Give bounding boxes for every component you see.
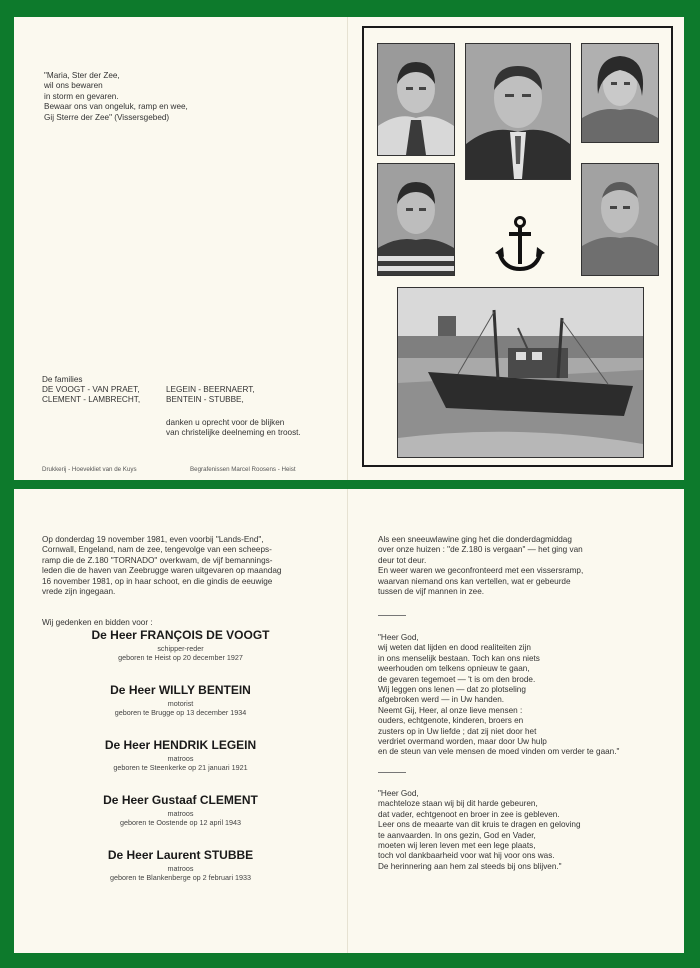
deceased-name: De Heer HENDRIK LEGEIN <box>104 738 257 752</box>
prayer-of-remembrance: "Heer God, machteloze staan wij bij dit harde gebeuren, dat vader, echtgenoot en broer in zee is gebleven. Leer ons de meaarte van dit kruis te dragen en geloving te aanvaarden. In ons gezin, God en Vader, moeten wij leren leven met een lege plaats, toch vol dankbaarheid voor wat hij voor ons was. De herinnering aan hem zal steeds bij ons blijven." <box>378 789 581 871</box>
deceased-birth: geboren te Steenkerke op 21 januari 1921 <box>113 763 248 772</box>
families-column-2: LEGEIN - BEERNAERT, BENTEIN - STUBBE, <box>166 385 255 405</box>
trawler-photo <box>397 287 644 458</box>
portrait-photo <box>377 163 455 276</box>
printer-credit: Drukkerij - Hoevekliet van de Kuys <box>42 466 137 473</box>
card-fold <box>347 17 348 480</box>
portrait-photo <box>581 43 659 143</box>
memorial-photo-frame <box>362 26 673 467</box>
prayer-for-families: "Heer God, wij weten dat lijden en dood realiteiten zijn in ons menselijk bestaan. Toch kan ons niets weerhouden om telkens opnieuw te gaan, de gevaren tegemoet — 't is om den brode. Wij leggen ons lenen — dat zo plotseling afgebroken werd — in Uw handen. Neemt Gij, Heer, al onze lieve mensen : ouders, echtgenote, kinderen, broers en zusters op in Uw liefde ; dat zij niet door het verdriet overmand worden, maar door Uw hulp en de steun van vele mensen de moed vinden om verder te gaan." <box>378 633 620 757</box>
card-fold <box>347 489 348 953</box>
anchor-icon <box>495 215 545 275</box>
deceased-birth: geboren te Oostende op 12 april 1943 <box>119 818 242 827</box>
funeral-credit: Begrafenissen Marcel Roosens - Heist <box>190 466 296 473</box>
deceased-role: schipper-reder <box>157 644 204 653</box>
portrait-photo <box>465 43 571 180</box>
deceased-role: matroos <box>167 864 194 873</box>
deceased-birth: geboren te Blankenberge op 2 februari 1933 <box>109 873 252 882</box>
families-label: De families <box>42 375 83 384</box>
deceased-name: De Heer FRANÇOIS DE VOOGT <box>91 628 270 642</box>
divider <box>378 615 406 616</box>
deceased-name: De Heer Gustaaf CLEMENT <box>103 793 258 807</box>
families-column-1: DE VOOGT - VAN PRAET, CLEMENT - LAMBRECHT, <box>42 385 141 405</box>
memorial-intro: Op donderdag 19 november 1981, even voorbij "Lands-End", Cornwall, Engeland, nam de zee, tengevolge van een scheeps- ramp die de Z.180 "TORNADO" overkwam, de vijf bemannings- leden die de haven van Zeebrugge waren uitgevaren op maandag 16 november 1981, op in haar schoot, en die gindis de eeuwige vrede zijn ingegaan. <box>42 535 282 597</box>
card-inner-side <box>14 489 684 953</box>
portrait-photo <box>581 163 659 276</box>
deceased-role: matroos <box>167 754 194 763</box>
deceased-role: matroos <box>167 809 194 818</box>
deceased-name: De Heer WILLY BENTEIN <box>110 683 251 697</box>
deceased-name: De Heer Laurent STUBBE <box>107 848 254 862</box>
remember-label: Wij gedenken en bidden voor : <box>42 618 153 627</box>
deceased-birth: geboren te Brugge op 13 december 1934 <box>114 708 247 717</box>
thanks-text: danken u oprecht voor de blijken van christelijke deelneming en troost. <box>166 418 301 438</box>
deceased-role: motorist <box>167 699 194 708</box>
deceased-list <box>14 489 347 953</box>
sea-prayer: "Maria, Ster der Zee, wil ons bewaren in storm en gevaren. Bewaar ons van ongeluk, ramp en wee, Gij Sterre der Zee" (Vissersgebed) <box>44 71 188 122</box>
deceased-birth: geboren te Heist op 20 december 1927 <box>118 653 243 662</box>
disaster-paragraph: Als een sneeuwlawine ging het die donderdagmiddag over onze huizen : "de Z.180 is vergaan" — het ging van deur tot deur. En weer waren we geconfronteerd met een vissersramp, waarvan niemand ons kan vertellen, wat er gebeurde tussen de vijf mannen in zee. <box>378 535 584 597</box>
portrait-photo <box>377 43 455 156</box>
divider <box>378 772 406 773</box>
